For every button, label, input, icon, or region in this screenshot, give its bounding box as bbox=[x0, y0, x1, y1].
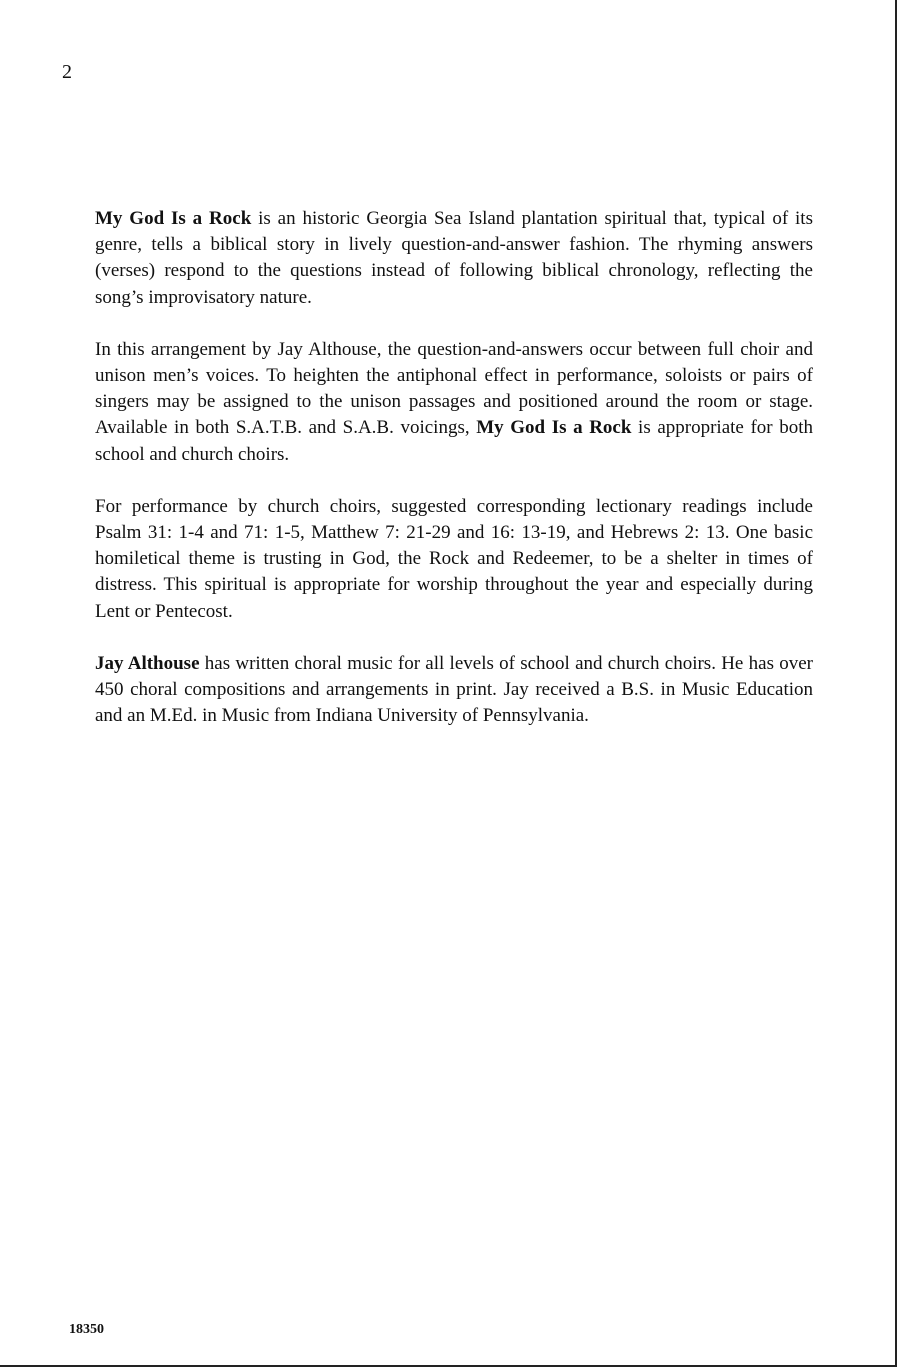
notes-body bbox=[95, 206, 813, 755]
paragraph-arrangement bbox=[95, 337, 813, 468]
author-name: Jay Althouse bbox=[95, 652, 200, 674]
catalog-number: 18350 bbox=[69, 1322, 104, 1337]
song-title: My God Is a Rock bbox=[95, 208, 252, 229]
intro-text: is an historic Georgia Sea Island plantation spiritual that, typical of its genre, tells a biblical story in lively question-and-answer fashion. The rhyming answers (verses) respond to the questions instead of following biblical chronology, reflecting the song’s improvisatory nature. bbox=[95, 208, 813, 308]
lectionary-text: For performance by church choirs, suggested corresponding lectionary readings include Psalm 31: 1-4 and 71: 1-5, Matthew 7: 21-29 and 16: 13-19, and Hebrews 2: 13. One basic homiletical theme is trusting in God, the Rock and Redeemer, to be a shelter in times of distress. This spiritual is appropriate for worship throughout the year and especially during Lent or Pentecost. bbox=[95, 495, 813, 622]
song-title: My God Is a Rock bbox=[476, 417, 632, 439]
page-number: 2 bbox=[62, 61, 72, 83]
paragraph-bio bbox=[95, 651, 813, 730]
bio-text: has written choral music for all levels of school and church choirs. He has over 450 choral compositions and arrangements in print. Jay received a B.S. in Music Education and an M.Ed. in Music from Indiana University of Pennsylvania. bbox=[95, 652, 813, 727]
arrangement-text-b: is appropriate for both school and church choirs. bbox=[95, 417, 813, 465]
paragraph-lectionary bbox=[95, 494, 813, 625]
paragraph-intro bbox=[95, 206, 813, 311]
arrangement-text-a: In this arrangement by Jay Althouse, the question-and-answers occur between full choir and unison men’s voices. To heighten the antiphonal effect in performance, soloists or pairs of singers may be assigned to the unison passages and positioned around the room or stage. Available in both S.A.T.B. and S.A.B. voicings, bbox=[95, 338, 813, 439]
